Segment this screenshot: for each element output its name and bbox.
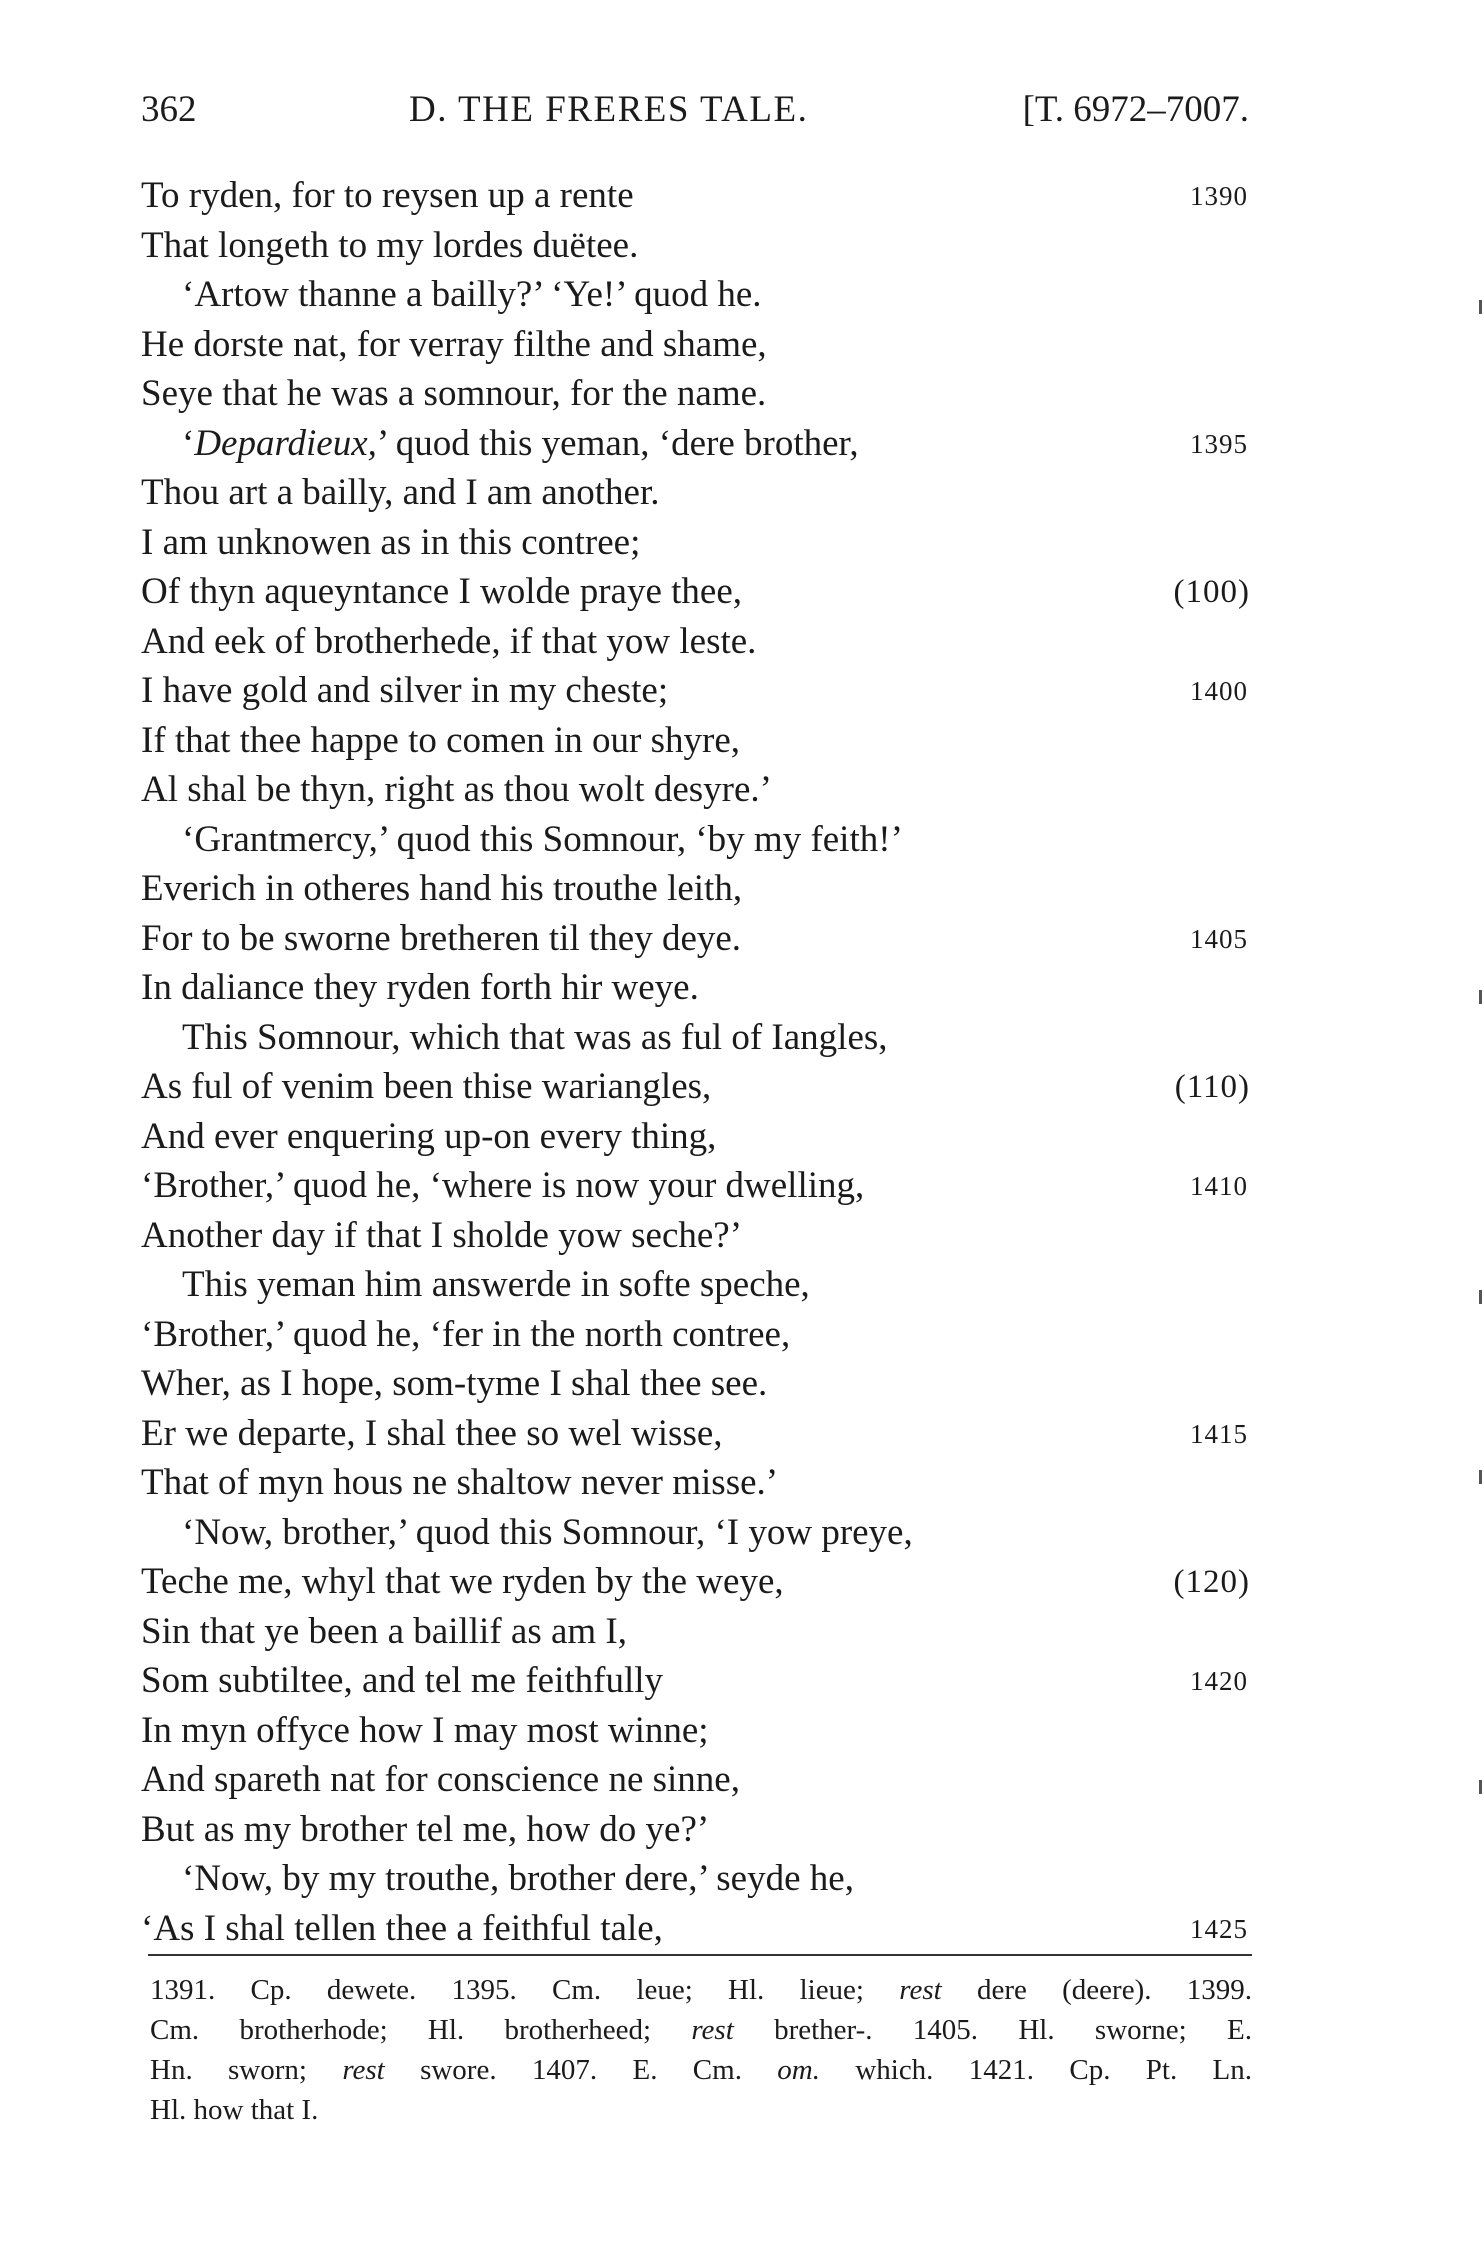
verse-line bbox=[0, 1360, 1484, 1408]
footnote-divider bbox=[148, 1954, 1252, 1956]
verse-line bbox=[0, 1113, 1484, 1161]
line-number: 1390 bbox=[1190, 181, 1248, 211]
line-number: (120) bbox=[1173, 1564, 1250, 1600]
verse-line bbox=[0, 766, 1484, 814]
line-number: 1405 bbox=[1190, 923, 1248, 954]
verse-line bbox=[0, 1707, 1484, 1755]
line-range: [T. 6972–7007. bbox=[1022, 89, 1249, 130]
verse-line bbox=[0, 915, 1484, 963]
verse-line bbox=[0, 1459, 1484, 1507]
verse-text: Another day if that I sholde yow seche?’ bbox=[141, 1214, 743, 1256]
verse-text: To ryden, for to reysen up a rente bbox=[141, 175, 634, 216]
verse-text: And ever enquering up-on every thing, bbox=[141, 1115, 717, 1157]
verse-text: ‘As I shal tellen thee a feithful tale, bbox=[141, 1907, 663, 1949]
verse-text: As ful of venim been thise wariangles, bbox=[141, 1066, 712, 1107]
verse-text: Seye that he was a somnour, for the name. bbox=[141, 373, 767, 414]
verse-text: Sin that ye been a baillif as am I, bbox=[141, 1610, 627, 1652]
verse-text: Al shal be thyn, right as thou wolt desyre.’ bbox=[141, 769, 772, 810]
verse-text: ‘Now, brother,’ quod this Somnour, ‘I yow preye, bbox=[182, 1511, 913, 1553]
running-header bbox=[141, 88, 1249, 136]
verse-text: In myn offyce how I may most winne; bbox=[141, 1709, 709, 1751]
verse-text: Thou art a bailly, and I am another. bbox=[141, 472, 660, 513]
verse-line bbox=[0, 370, 1484, 418]
line-number: 1425 bbox=[1190, 1913, 1248, 1944]
verse-text: For to be sworne bretheren til they deye. bbox=[141, 917, 742, 959]
verse-text: ‘Brother,’ quod he, ‘where is now your dwelling, bbox=[141, 1165, 865, 1206]
verse-line bbox=[0, 1608, 1484, 1656]
verse-text: I am unknowen as in this contree; bbox=[141, 521, 641, 563]
line-number: 1400 bbox=[1190, 676, 1248, 706]
verse-text: ‘Depardieux,’ quod this yeman, ‘dere brother, bbox=[182, 422, 859, 464]
verse-text: ‘Now, by my trouthe, brother dere,’ seyde he, bbox=[182, 1858, 854, 1899]
verse-line bbox=[0, 1855, 1484, 1903]
verse-line bbox=[0, 816, 1484, 864]
verse-text: That of myn hous ne shaltow never misse.’ bbox=[141, 1462, 779, 1503]
verse-line bbox=[0, 1162, 1484, 1210]
verse-text: This yeman him answerde in softe speche, bbox=[182, 1264, 810, 1305]
verse-text: Everich in otheres hand his trouthe leith, bbox=[141, 868, 743, 909]
line-number: 1410 bbox=[1190, 1171, 1248, 1201]
page-title: D. THE FRERES TALE. bbox=[409, 89, 809, 130]
page-number: 362 bbox=[141, 89, 197, 130]
line-number: (100) bbox=[1173, 574, 1250, 610]
verse-line bbox=[0, 1014, 1484, 1062]
verse-line bbox=[0, 469, 1484, 517]
verse-line bbox=[0, 222, 1484, 270]
verse-line bbox=[0, 1905, 1484, 1953]
verse-text: ‘Grantmercy,’ quod this Somnour, ‘by my feith!’ bbox=[182, 818, 903, 860]
footnote-line: Cm. brotherhode; Hl. brotherheed; rest brether-. 1405. Hl. sworne; E. bbox=[150, 2014, 1252, 2046]
verse-line bbox=[0, 568, 1484, 616]
verse-line bbox=[0, 321, 1484, 369]
verse-line bbox=[0, 1509, 1484, 1557]
line-number: (110) bbox=[1174, 1069, 1250, 1105]
verse-line bbox=[0, 717, 1484, 765]
line-number: 1395 bbox=[1190, 428, 1248, 459]
verse-line bbox=[0, 865, 1484, 913]
verse-line bbox=[0, 964, 1484, 1012]
verse-line bbox=[0, 1657, 1484, 1705]
verse-text: In daliance they ryden forth hir weye. bbox=[141, 967, 699, 1008]
verse-text: And spareth nat for conscience ne sinne, bbox=[141, 1759, 740, 1800]
verse-text: This Somnour, which that was as ful of Iangles, bbox=[182, 1016, 888, 1058]
line-number: 1415 bbox=[1190, 1418, 1248, 1449]
footnote-line: Hn. sworn; rest swore. 1407. E. Cm. om. which. 1421. Cp. Pt. Ln. bbox=[150, 2054, 1253, 2086]
verse-line bbox=[0, 1311, 1484, 1359]
footnotes bbox=[150, 1970, 1252, 2130]
verse-text: Wher, as I hope, som-tyme I shal thee see. bbox=[141, 1363, 768, 1404]
verse-text: If that thee happe to comen in our shyre, bbox=[141, 719, 740, 761]
verse-line bbox=[0, 519, 1484, 567]
footnote-line: Hl. how that I. bbox=[150, 2094, 319, 2126]
verse-line bbox=[0, 1806, 1484, 1854]
verse-line bbox=[0, 1558, 1484, 1606]
verse-text: Som subtiltee, and tel me feithfully bbox=[141, 1660, 664, 1701]
verse-line bbox=[0, 1063, 1484, 1111]
line-number: 1420 bbox=[1190, 1666, 1248, 1696]
verse-line bbox=[0, 1410, 1484, 1458]
verse-text: Of thyn aqueyntance I wolde praye thee, bbox=[141, 571, 742, 612]
verse-text: And eek of brotherhede, if that yow leste. bbox=[141, 620, 757, 662]
verse-text: He dorste nat, for verray filthe and shame, bbox=[141, 323, 767, 365]
footnote-line: 1391. Cp. dewete. 1395. Cm. leue; Hl. lieue; rest dere (deere). 1399. bbox=[150, 1974, 1252, 2006]
verse-line bbox=[0, 618, 1484, 666]
verse-text: Er we departe, I shal thee so wel wisse, bbox=[141, 1412, 723, 1454]
verse-text: That longeth to my lordes duëtee. bbox=[141, 224, 639, 266]
verse-text: Teche me, whyl that we ryden by the weye, bbox=[141, 1561, 784, 1602]
verse-line bbox=[0, 271, 1484, 319]
verse-line bbox=[0, 1212, 1484, 1260]
verse-line bbox=[0, 1261, 1484, 1309]
verse-line bbox=[0, 172, 1484, 220]
verse-line bbox=[0, 667, 1484, 715]
verse-text: ‘Artow thanne a bailly?’ ‘Ye!’ quod he. bbox=[182, 274, 762, 315]
verse-text: I have gold and silver in my cheste; bbox=[141, 670, 669, 711]
verse-line bbox=[0, 1756, 1484, 1804]
verse-text: But as my brother tel me, how do ye?’ bbox=[141, 1808, 710, 1850]
verse-text: ‘Brother,’ quod he, ‘fer in the north contree, bbox=[141, 1313, 791, 1355]
verse-line bbox=[0, 420, 1484, 468]
